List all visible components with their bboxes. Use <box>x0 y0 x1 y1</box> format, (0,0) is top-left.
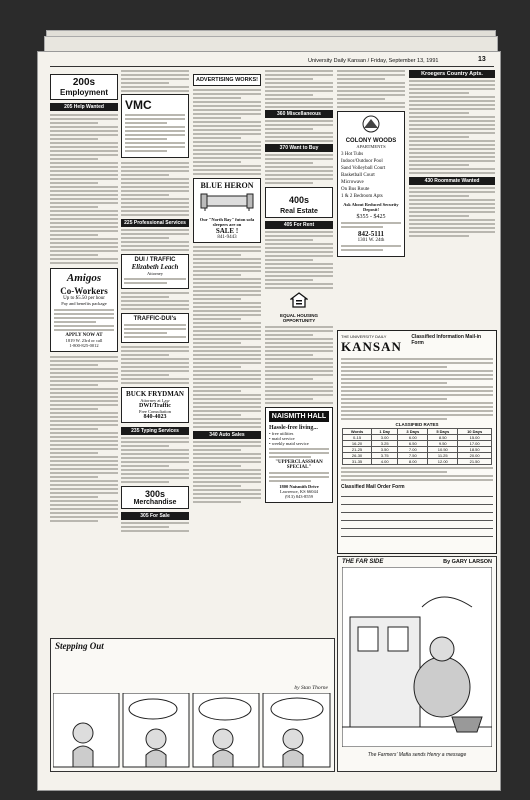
rate-header-words: Words <box>343 429 372 435</box>
for-rent-header: 405 For Rent <box>265 221 333 229</box>
apply-now: APPLY NOW AT <box>65 333 103 338</box>
want-to-buy-listings <box>265 154 333 184</box>
header-rule <box>50 66 494 67</box>
rate-cell: 4.00 <box>372 459 398 465</box>
traffic-duis-heading: TRAFFIC-DUI's <box>133 316 177 322</box>
rate-cell: 20.00 <box>458 453 492 459</box>
rate-cell: 18.50 <box>458 447 492 453</box>
blue-heron-name: BLUE HERON <box>200 181 254 190</box>
naismith-item-2: • maid service <box>269 436 295 441</box>
rate-cell: 16-20 <box>343 441 372 447</box>
misc-listings <box>265 120 333 142</box>
naismith-special: "UPPERCLASSMAN SPECIAL" <box>275 460 323 470</box>
buck-frydman-dwi: DWI/Traffic <box>139 403 171 409</box>
coworkers-sub: Pay and benefits package <box>61 301 107 306</box>
column-2-listings-lower <box>121 346 189 384</box>
order-form-fields <box>338 491 496 537</box>
help-wanted-listings <box>50 114 118 264</box>
coworkers-pay: Up to $5.50 per hour <box>63 296 105 301</box>
rate-cell: 12.00 <box>428 459 458 465</box>
colony-feature-6: On Bus Route <box>341 187 370 192</box>
rate-cell: 21.50 <box>458 459 492 465</box>
table-row <box>343 459 492 465</box>
column-1 <box>50 70 118 524</box>
kansan-pre: THE UNIVERSITY DAILY <box>341 334 387 339</box>
kansan-masthead <box>341 334 407 355</box>
kansan-logo: KANSAN <box>341 339 402 354</box>
order-form-field <box>341 523 493 529</box>
colony-price: $355 - $425 <box>356 214 386 220</box>
rate-cell: 10.50 <box>428 447 458 453</box>
futon-sofa-illustration <box>197 190 257 212</box>
employment-title: Employment <box>59 88 108 97</box>
colony-deposit: Ask About Reduced Security Deposit! <box>343 202 399 212</box>
colony-woods-sub: APARTMENTS <box>356 144 386 149</box>
stepping-out-author: by Stan Thorne <box>294 685 328 691</box>
rate-cell: 26-30 <box>343 453 372 459</box>
column-2-listings <box>121 162 189 216</box>
rate-header-5days: 5 Days <box>428 429 458 435</box>
miscellaneous-header: 360 Miscellaneous <box>265 110 333 118</box>
want-to-buy-header: 370 Want to Buy <box>265 144 333 152</box>
rate-cell: 17.00 <box>458 441 492 447</box>
vmc-ad <box>121 94 189 158</box>
column-4-listings-lower <box>265 326 333 404</box>
vmc-logo: VMC <box>125 98 152 112</box>
elizabeth-leach-ad <box>121 254 189 289</box>
equal-housing-text: EQUAL HOUSING OPPORTUNITY <box>280 313 318 323</box>
running-head: University Daily Kansan / Friday, September 13, 1991 <box>308 58 439 64</box>
column-3-listings <box>193 246 261 428</box>
stepping-out-title: Stepping Out <box>55 641 104 651</box>
rate-cell: 7.00 <box>398 447 428 453</box>
rate-cell: 6.50 <box>398 441 428 447</box>
naismith-item-1: • free utilities <box>269 431 294 436</box>
roommate-wanted-header: 430 Roommate Wanted <box>409 177 495 185</box>
help-wanted-header: 205 Help Wanted <box>50 103 118 111</box>
advertising-works-text: ADVERTISING WORKS! <box>195 77 259 83</box>
naismith-hall-logo: NAISMITH HALL <box>269 411 329 422</box>
order-form-field <box>341 531 493 537</box>
employment-number: 200s <box>72 77 96 88</box>
column-5-listings-top <box>337 70 405 108</box>
column-2-listings-mid <box>121 292 189 310</box>
merchandise-banner <box>121 486 189 509</box>
for-sale-listings <box>121 522 189 532</box>
kroegers-header: Kroegers Country Apts. <box>409 70 495 78</box>
rate-header-10days: 10 Days <box>458 429 492 435</box>
far-side-cartoon <box>337 556 497 772</box>
colony-woods-features <box>341 151 401 200</box>
employment-banner <box>50 74 118 100</box>
rate-header-1day: 1 Day <box>372 429 398 435</box>
rate-cell: 11.25 <box>428 453 458 459</box>
colony-feature-4: Basketball Court <box>341 173 375 178</box>
for-rent-listings <box>265 231 333 289</box>
auto-listings <box>193 441 261 503</box>
stepping-out-comic <box>50 638 335 772</box>
classified-extra <box>338 465 496 481</box>
buck-frydman-ad <box>121 387 189 423</box>
rate-header-3days: 3 Days <box>398 429 428 435</box>
rates-table <box>342 428 492 465</box>
column-3 <box>193 70 261 505</box>
rate-cell: 15.00 <box>458 435 492 441</box>
real-estate-number: 400s <box>288 195 310 205</box>
rate-cell: 7.50 <box>398 453 428 459</box>
rate-cell: 3.75 <box>372 453 398 459</box>
roommate-listings <box>409 187 495 237</box>
buck-frydman-name: BUCK FRYDMAN <box>126 390 184 398</box>
column-2 <box>121 70 189 534</box>
equal-housing-icon <box>290 292 308 308</box>
colony-woods-name: COLONY WOODS <box>345 138 397 144</box>
classified-form-title: Classified Information Mail-in Form <box>411 334 482 346</box>
typing-listings <box>121 437 189 483</box>
column-6 <box>409 70 495 239</box>
column-2-listings-top <box>121 70 189 92</box>
amigos-ad <box>50 268 118 352</box>
coworkers-title: Co-Workers <box>60 286 108 296</box>
rate-cell: 0-15 <box>343 435 372 441</box>
help-wanted-listings-2 <box>50 356 118 522</box>
blue-heron-tagline: Our "North Bay" futon sofa sleepers are on <box>199 217 255 227</box>
order-form-field <box>341 499 493 505</box>
blue-heron-ad <box>193 178 261 243</box>
rate-cell: 6.00 <box>398 435 428 441</box>
apply-phone: 1-800-825-0012 <box>69 343 99 348</box>
order-form-title: Classified Mail Order Form <box>341 484 405 490</box>
merchandise-number: 300s <box>144 489 166 499</box>
column-3-listings-top <box>193 89 261 175</box>
stepping-out-panels <box>53 693 332 769</box>
order-form-field <box>341 507 493 513</box>
colony-feature-1: 3 Hot Tubs <box>341 152 364 157</box>
rate-cell: 3.25 <box>372 441 398 447</box>
naismith-item-3: • weekly maid service <box>269 441 309 446</box>
rate-cell: 3.50 <box>372 447 398 453</box>
far-side-header <box>338 557 496 567</box>
dui-traffic-heading: DUI / TRAFFIC <box>134 257 176 263</box>
colony-feature-7: 1 & 2 Bedroom Apts <box>341 194 383 199</box>
far-side-title: THE FAR SIDE <box>342 559 384 565</box>
page-number: 13 <box>478 56 486 63</box>
rate-cell: 3.00 <box>372 435 398 441</box>
colony-feature-2: Indoor/Outdoor Pool <box>341 159 383 164</box>
far-side-caption: The Farmers' Mafia sends Henry a message <box>367 752 467 758</box>
rate-cell: 8.00 <box>398 459 428 465</box>
far-side-illustration <box>342 567 492 747</box>
auto-sales-header: 340 Auto Sales <box>193 431 261 439</box>
colony-address: 1301 W. 24th <box>357 238 385 243</box>
rate-cell: 31-35 <box>343 459 372 465</box>
buck-frydman-consult: Free Consultation <box>138 409 172 414</box>
traffic-dui-ad <box>121 313 189 343</box>
naismith-address: 1800 Naismith Drive <box>279 484 319 489</box>
for-sale-header: 305 For Sale <box>121 512 189 520</box>
column-4 <box>265 70 333 503</box>
colony-phone: 842-5111 <box>357 230 385 238</box>
far-side-author: By GARY LARSON <box>443 559 492 565</box>
classified-policy <box>338 358 496 420</box>
colony-feature-3: Sand Volleyball Court <box>341 166 386 171</box>
real-estate-banner <box>265 187 333 218</box>
blue-heron-sale: SALE ! <box>215 227 239 235</box>
rates-title: CLASSIFIED RATES <box>395 422 439 427</box>
merchandise-title: Merchandise <box>133 499 177 506</box>
rate-cell: 21-25 <box>343 447 372 453</box>
advertising-works-ad <box>193 74 261 86</box>
rate-cell: 8.50 <box>428 435 458 441</box>
column-5 <box>337 70 405 257</box>
amigos-logo: Amigos <box>66 272 102 284</box>
real-estate-title: Real Estate <box>280 208 318 215</box>
column-4-listings-top <box>265 70 333 108</box>
elizabeth-leach-title: Attorney <box>147 271 163 276</box>
buck-frydman-phone: 840-4023 <box>143 414 167 420</box>
colony-woods-logo <box>346 115 396 133</box>
buck-frydman-title: Attorney at Law <box>140 398 170 403</box>
classified-form-header <box>338 331 496 358</box>
colony-woods-ad <box>337 111 405 257</box>
equal-housing-block <box>265 292 333 323</box>
typing-services-header: 235 Typing Services <box>121 427 189 435</box>
elizabeth-leach-name: Elizabeth Leach <box>131 263 179 271</box>
rate-cell: 9.50 <box>428 441 458 447</box>
naismith-tagline: Hassle-free living... <box>269 425 318 431</box>
professional-services-header: 225 Professional Services <box>121 219 189 227</box>
blue-heron-phone: 841-9443 <box>217 235 237 240</box>
naismith-city: Lawrence, KS 66044 <box>279 489 319 494</box>
naismith-hall-ad <box>265 407 333 503</box>
classified-form <box>337 330 497 554</box>
kroegers-listings <box>409 80 495 174</box>
order-form-field <box>341 515 493 521</box>
order-form-field <box>341 491 493 497</box>
apply-address: 1819 W. 23rd or call <box>65 338 103 343</box>
colony-feature-5: Microwave <box>341 180 364 185</box>
naismith-phone: (913) 843-8559 <box>284 494 314 499</box>
professional-services-listings <box>121 229 189 251</box>
